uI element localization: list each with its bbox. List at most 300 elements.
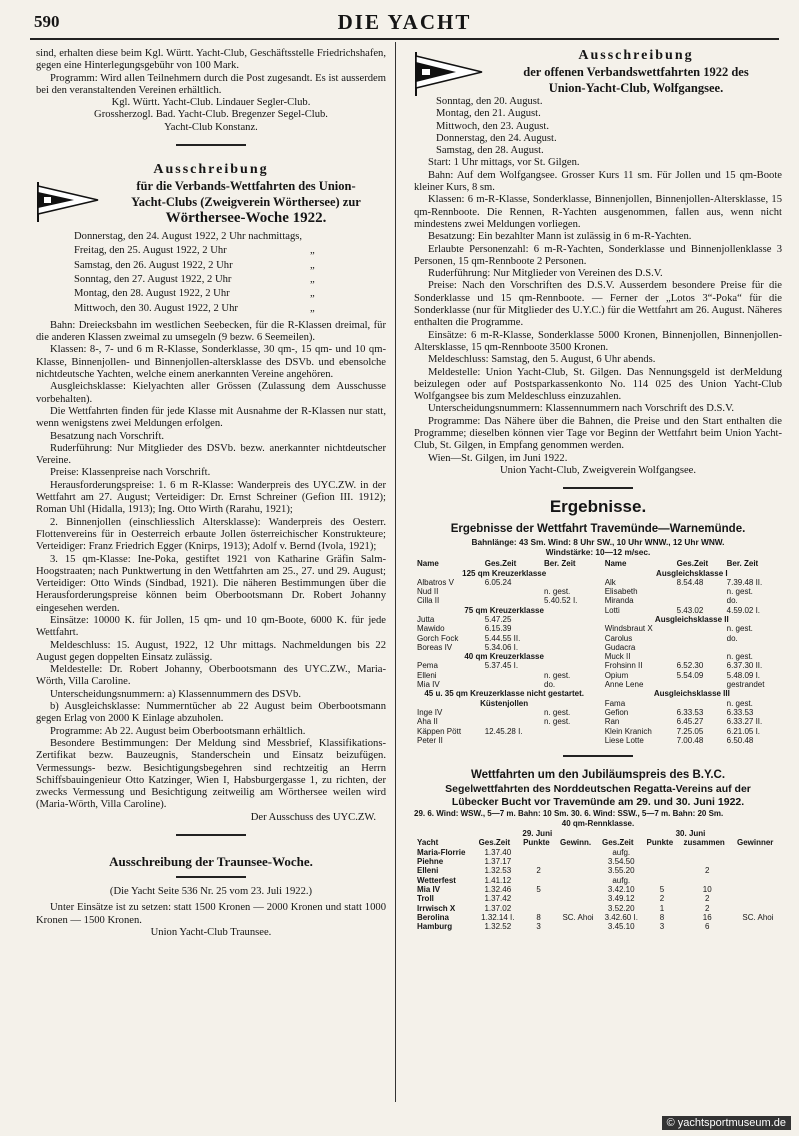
result-value: [680, 876, 734, 885]
result-value: [557, 866, 599, 875]
table-row: [602, 606, 782, 615]
table-row: [414, 661, 594, 670]
result-value: 5: [659, 884, 665, 894]
class-header-row: [414, 606, 594, 615]
result-value: [557, 922, 599, 931]
column-header: Ges.Zeit: [676, 559, 709, 569]
yacht-name: Wetterfest: [417, 875, 456, 885]
result-value: [644, 848, 681, 857]
table-row: [414, 680, 594, 689]
table-row: [414, 913, 782, 922]
result-value: [680, 857, 734, 866]
ditto-mark: „: [310, 259, 315, 271]
body-paragraph: Start: 1 Uhr mittags, vor St. Gilgen.: [428, 157, 580, 169]
result-value: [557, 904, 599, 913]
result-value: 3.42.10: [607, 884, 635, 894]
yacht-name: Windsbraut X: [604, 624, 653, 634]
result-value: [734, 876, 782, 885]
wolfgangsee-heading: Ausschreibung: [578, 48, 694, 63]
yacht-name: Gefion: [604, 707, 629, 717]
time-value: [482, 596, 541, 605]
time-value: 6.52.30: [676, 661, 704, 671]
body-paragraph: 2. Binnenjollen (einschliesslich Altersklasse): Wanderpreis des Oesterr. Flottenvereins für in Oesterreich erbaute Jollen österreichischer Konstrukteure; Verteidiger: Franz Friedrich Egger (Knirps, 1913); Adolf v. Bernd (Ivola, 1921);: [36, 516, 386, 553]
yacht-name: Boreas IV: [417, 642, 453, 652]
yacht-name: Elleni: [417, 866, 439, 876]
yacht-name: Maria-Florrie: [417, 847, 466, 857]
yacht-name: Albatros V: [417, 577, 454, 587]
table-row: [414, 904, 782, 913]
date-text: Donnerstag, den 24. August 1922, 2 Uhr nachmittags,: [74, 231, 303, 243]
column-header: Name: [417, 559, 439, 569]
class-title: 45 u. 35 qm Kreuzerklasse nicht gestartet.: [424, 689, 584, 699]
table-row: [414, 848, 782, 857]
yacht-name: Peter II: [417, 735, 443, 745]
body-paragraph: Meldeschluss: Samstag, den 5. August, 6 Uhr abends.: [428, 354, 656, 366]
yacht-name: Elleni: [417, 670, 437, 680]
woerthersee-title-block: [36, 178, 386, 226]
club-burgee-icon: [36, 182, 100, 222]
result-value: 3.55.20: [607, 866, 635, 876]
day-1-header: 29. Juni: [522, 829, 553, 839]
yacht-name: Gudacra: [604, 642, 636, 652]
result-value: 3.42.60 I.: [604, 912, 638, 922]
table-row: [602, 717, 782, 726]
body-paragraph: Ruderführung: Nur Mitglieder von Vereinen des D.S.V.: [428, 268, 663, 280]
yacht-name: Lotti: [604, 605, 620, 615]
body-paragraph: Herausforderungspreise: 1. 6 m R-Klasse: Wanderpreis des UYC.ZW. in der Wettfahrt am 27. August; Verteidiger: Dr. Ernst Schreiner (Gefion III. 1912); Roman Uhl (Hidalla, 1913); Ing. Otto Wirth (Rarahu, 1921);: [36, 479, 386, 516]
time-value: n. gest.: [726, 624, 753, 634]
result-value: [557, 876, 599, 885]
table-row: [414, 634, 594, 643]
result-value: 16: [702, 912, 712, 922]
time-value: 6.50.48: [726, 735, 754, 745]
result-value: [644, 857, 681, 866]
time-value: [541, 643, 594, 652]
travemuende-meta-2: Windstärke: 10—12 m/sec.: [545, 547, 651, 558]
table-row: [602, 661, 782, 670]
table-row: [414, 717, 594, 726]
jubilaeum-table: [414, 829, 782, 931]
table-row: [602, 596, 782, 605]
table-row: [414, 727, 594, 736]
time-value: [541, 634, 594, 643]
yacht-name: Aha II: [417, 717, 438, 727]
body-paragraph: Einsätze: 10000 K. für Jollen, 15 qm- und 10 qm-Boote, 6000 K. für jede Wettfahrt.: [36, 614, 386, 639]
time-value: [674, 680, 724, 689]
page-number: 590: [34, 12, 60, 31]
time-value: 6.45.27: [676, 717, 704, 727]
time-value: 4.59.02 I.: [726, 605, 761, 615]
header-rule: [30, 38, 779, 40]
ditto-mark: [310, 231, 321, 243]
time-value: 5.43.02: [676, 605, 704, 615]
date-line: Sonntag, den 20. August.: [436, 96, 543, 107]
table-row: [414, 885, 782, 894]
body-paragraph: Unterscheidungsnummern: a) Klassennummern des DSVb.: [50, 688, 301, 700]
traunsee-reference: (Die Yacht Seite 536 Nr. 25 vom 23. Juli 1922.): [109, 886, 313, 898]
body-paragraph: Unterscheidungsnummern: Klassennummern nach Vorschrift des D.S.V.: [428, 403, 734, 415]
result-value: 8: [536, 912, 541, 922]
yacht-name: Mia IV: [417, 680, 440, 690]
woerthersee-subtitle: [106, 178, 386, 226]
column-header: Ber. Zeit: [544, 559, 576, 569]
time-value: n. gest.: [544, 587, 571, 597]
table-row: [602, 671, 782, 680]
time-value: [674, 652, 724, 661]
wolfgangsee-signature: Union Yacht-Club, Zweigverein Wolfgangsee.: [499, 464, 697, 476]
result-value: 2: [704, 866, 710, 876]
table-row: [414, 866, 782, 875]
woerthersee-sub-3: Wörthersee-Woche 1922.: [165, 210, 327, 227]
wolfgangsee-sub-2: Union-Yacht-Club, Wolfgangsee.: [548, 81, 724, 95]
table-row: [414, 894, 782, 903]
table-row: [414, 708, 594, 717]
time-value: [482, 708, 541, 717]
result-value: 1.37.02: [484, 903, 512, 913]
result-value: 1.32.46: [484, 884, 512, 894]
clubs-line-3: Yacht-Club Konstanz.: [164, 121, 258, 133]
result-value: 5: [536, 884, 541, 894]
result-value: 1.32.14 I.: [481, 912, 515, 922]
date-row: [74, 303, 321, 315]
time-value: 6.21.05 I.: [726, 726, 761, 736]
time-value: [724, 643, 782, 652]
date-row: [74, 231, 321, 243]
body-paragraph: Ausgleichsklasse: Kielyachten aller Grössen (Zulassung dem Ausschusse vorbehalten).: [36, 381, 386, 405]
time-value: 5.44.55 II.: [484, 633, 521, 643]
time-value: 7.25.05: [676, 726, 704, 736]
yacht-name: Ran: [604, 717, 620, 727]
result-value: aufg.: [612, 847, 631, 857]
table-row: [414, 587, 594, 596]
table-row: [414, 876, 782, 885]
result-value: 2: [536, 866, 541, 876]
yacht-name: Jutta: [417, 614, 435, 624]
result-value: 1.37.17: [484, 857, 512, 867]
date-text: Freitag, den 25. August 1922, 2 Uhr: [74, 245, 227, 257]
table-row: [602, 578, 782, 587]
table-row: [602, 587, 782, 596]
wolfgangsee-body: [414, 157, 782, 452]
result-value: 3: [536, 922, 541, 932]
section-rule: [176, 876, 246, 878]
time-value: 8.54.48: [676, 577, 704, 587]
yacht-name: Gorch Fock: [417, 633, 459, 643]
body-paragraph: Klassen: 6 m-R-Klasse, Sonderklasse, Binnenjollen, Binnenjollen-Altersklasse, 15 qm-Rennboote. Die Rennen, R-Yachten ausgenommen, fallen aus, wenn nicht mindestens zwei Meldungen vorliegen.: [414, 194, 782, 230]
result-value: [734, 848, 782, 857]
date-text: Samstag, den 26. August 1922, 2 Uhr: [74, 259, 233, 271]
date-text: Montag, den 28. August 1922, 2 Uhr: [74, 288, 230, 300]
result-value: 1.37.42: [484, 894, 512, 904]
body-paragraph: 3. 15 qm-Klasse: Ine-Poka, gestiftet 1921 von Katharine Gräfin Salm-Hoogstraaten; nach Punktwertung in den Wettfahrten am 25., 27. und 29. August; Verteidiger: Otto Winds (Sindbad, 1921). Die näheren Bestimmungen über die Herausforderungspreise können beim Oberbootsmann Dr. Robert Johanny eingesehen werden.: [36, 553, 386, 614]
date-row: [74, 288, 321, 300]
wolfgangsee-place-date: Wien—St. Gilgen, im Juni 1922.: [428, 452, 568, 464]
time-value: n. gest.: [544, 717, 571, 727]
time-value: do.: [544, 680, 556, 690]
table-row: [602, 680, 782, 689]
time-value: [482, 736, 541, 745]
time-value: 6.15.39: [484, 624, 512, 634]
table-row: [602, 708, 782, 717]
column-header: Name: [604, 559, 627, 569]
result-value: [644, 866, 681, 875]
column-header: Gewinn.: [560, 838, 592, 848]
body-paragraph: Die Wettfahrten finden für jede Klasse mit Ausnahme der R-Klassen nur statt, wenn wenigstens zwei Meldungen erfolgen.: [36, 405, 386, 430]
result-value: [557, 894, 599, 903]
date-row: [74, 245, 321, 257]
result-value: 3: [659, 922, 665, 932]
table-row: [414, 922, 782, 931]
body-paragraph: Meldeschluss: 15. August, 1922, 12 Uhr mittags. Nachmeldungen bis 22 August gegen doppelten Einsatz zulässig.: [36, 639, 386, 663]
traunsee-signature: Union Yacht-Club Traunsee.: [150, 926, 272, 938]
results-header-row: [414, 559, 594, 568]
time-value: [541, 736, 594, 745]
class-header-row: [602, 689, 782, 698]
traunsee-text: Unter Einsätze ist zu setzen: statt 1500 Kronen — 2000 Kronen und statt 1000 Kronen — 1500 Kronen.: [36, 902, 386, 926]
jubilaeum-sub-1: Segelwettfahrten des Norddeutschen Regatta-Vereins auf der: [445, 783, 751, 796]
yacht-name: Liese Lotte: [604, 735, 644, 745]
time-value: 5.54.09: [676, 670, 704, 680]
wolfgangsee-title-block: [414, 48, 782, 96]
clubs-line-1: Kgl. Württ. Yacht-Club. Lindauer Segler-Club.: [111, 97, 311, 109]
result-value: 1.37.40: [484, 847, 512, 857]
yacht-name: Mawido: [417, 624, 445, 634]
result-value: [557, 885, 599, 894]
date-line: Donnerstag, den 24. August.: [436, 132, 557, 144]
jubilaeum-sub-2: Lübecker Bucht vor Travemünde am 29. und 30. Juni 1922.: [451, 796, 745, 809]
class-header-row: [414, 569, 594, 578]
body-paragraph: Ruderführung: Nur Mitglieder des DSVb. bezw. anerkannter nichtdeutscher Vereine.: [36, 442, 386, 467]
watermark: © yachtsportmuseum.de: [662, 1116, 791, 1130]
body-paragraph: Erlaubte Personenzahl: 6 m-R-Yachten, Sonderklasse und Binnenjollenklasse 3 Personen, 15 qm-Rennboote 2 Personen.: [414, 243, 782, 267]
woerthersee-heading: Ausschreibung: [153, 162, 269, 178]
travemuende-results: [414, 559, 782, 745]
result-value: [680, 848, 734, 857]
yacht-name: Klein Kranich: [604, 726, 652, 736]
time-value: 5.47.25: [484, 614, 512, 624]
time-value: gestrandet: [726, 680, 765, 690]
result-value: SC. Ahoi: [742, 912, 774, 922]
section-rule: [563, 487, 633, 489]
result-value: [734, 866, 782, 875]
body-paragraph: Besondere Bestimmungen: Der Meldung sind Messbrief, Klassifikations-Zertifikat bezw. Bauzeugnis, Standerschein und Einsatz beizufügen. Vermessungs- bezw. Besichtigungsbegehren sind rechtzeitig an Herrn Schiffsbauingenieur Otto Katzinger, Wien I, Habsburgergasse 1, zu richten, der zwecks Vermessung und Besichtigung zeitweilig am Wörthersee weilen wird (Maria-Wörth, Villa Caroline).: [36, 737, 386, 811]
ditto-mark: „: [310, 273, 315, 285]
result-value: 1.41.12: [484, 875, 512, 885]
table-row: [414, 671, 594, 680]
result-value: aufg.: [612, 875, 631, 885]
woerthersee-sub-1: für die Verbands-Wettfahrten des Union-: [136, 179, 356, 194]
ditto-mark: „: [310, 245, 315, 257]
column-header: Yacht: [417, 838, 439, 848]
yacht-name: Inge IV: [417, 707, 443, 717]
result-value: SC. Ahoi: [562, 912, 594, 922]
yacht-name: Irrwisch X: [417, 903, 456, 913]
yacht-name: Elisabeth: [604, 587, 638, 597]
result-value: [520, 848, 557, 857]
time-value: 5.34.06 I.: [484, 642, 519, 652]
result-value: [557, 848, 599, 857]
table-row: [414, 615, 594, 624]
column-header: Ges.Zeit: [484, 559, 517, 569]
yacht-name: Hamburg: [417, 922, 453, 932]
column-header: Ber. Zeit: [726, 559, 759, 569]
date-row: [74, 260, 321, 272]
traunsee-heading: Ausschreibung der Traunsee-Woche.: [109, 854, 313, 870]
column-header: Ges.Zeit: [478, 838, 511, 848]
wolfgangsee-sub-1: der offenen Verbandswettfahrten 1922 des: [523, 65, 749, 79]
column-header: Punkte: [523, 838, 550, 848]
yacht-name: Anne Lene: [604, 680, 644, 690]
result-value: 1.32.53: [484, 866, 512, 876]
time-value: n. gest.: [726, 698, 753, 708]
table-row: [602, 699, 782, 708]
time-value: [674, 624, 724, 633]
class-header-row: [602, 569, 782, 578]
wolfgangsee-dates: [436, 96, 782, 157]
time-value: 5.40.52 I.: [544, 596, 578, 606]
result-value: 3.54.50: [607, 857, 635, 867]
yacht-name: Pema: [417, 661, 438, 671]
travemuende-meta-1: Bahnlänge: 43 Sm. Wind: 8 Uhr SW., 10 Uhr WNW., 12 Uhr WNW.: [471, 537, 725, 548]
time-value: [674, 699, 724, 708]
body-paragraph: Programme: Ab 22. August beim Oberbootsmann erhältlich.: [50, 725, 306, 737]
body-paragraph: Einsätze: 6 m-R-Klasse, Sonderklasse 5000 Kronen, Binnenjollen, Binnenjollen-Altersklasse, 15 qm-Rennboote 3500 Kronen.: [414, 329, 782, 353]
table-row: [414, 736, 594, 745]
results-table-left: [414, 559, 594, 745]
programm-text: Programm: Wird allen Teilnehmern durch die Post zugesandt. Es ist ausserdem bei den veranstaltenden Vereinen erhältlich.: [36, 72, 386, 96]
time-value: 6.05.24: [484, 577, 512, 587]
ditto-mark: „: [310, 288, 315, 300]
jubilaeum-title: Wettfahrten um den Jubiläumspreis des B.Y.C.: [470, 769, 726, 782]
time-value: [482, 671, 541, 680]
class-title: Ausgleichsklasse III: [653, 689, 730, 699]
body-paragraph: Klassen: 8-, 7- und 6 m R-Klasse, Sonderklasse, 30 qm-, 15 qm- und 10 qm-Klasse, Binnenjollen- und Binnenjollen-altersklasse des DSVb. und ebensolche nichtdeutsche Yachten, welche einem anerkannten Vereine angehören.: [36, 344, 386, 381]
results-header-row: [602, 559, 782, 568]
result-value: [734, 922, 782, 931]
time-value: [674, 634, 724, 643]
result-value: 3.49.12: [607, 894, 635, 904]
time-value: [541, 615, 594, 624]
time-value: 6.33.53: [676, 707, 704, 717]
result-value: 8: [659, 912, 665, 922]
date-line: Montag, den 21. August.: [436, 108, 541, 120]
table-row: [414, 624, 594, 633]
right-column: [414, 48, 782, 931]
result-value: 10: [702, 884, 712, 894]
clubs-line-2: Grossherzogl. Bad. Yacht-Club. Bregenzer Segel-Club.: [94, 109, 328, 121]
time-value: [541, 578, 594, 587]
left-column: [36, 48, 386, 939]
result-value: [734, 857, 782, 866]
result-value: [557, 857, 599, 866]
time-value: [541, 661, 594, 670]
time-value: [482, 680, 541, 689]
result-value: 6: [704, 922, 710, 932]
result-value: [644, 876, 681, 885]
result-value: [734, 894, 782, 903]
result-value: 1.32.52: [484, 922, 512, 932]
time-value: [541, 727, 594, 736]
journal-title: DIE YACHT: [337, 10, 472, 34]
time-value: 6.33.53: [726, 707, 754, 717]
time-value: [482, 587, 541, 596]
time-value: 12.45.28 I.: [484, 726, 523, 736]
time-value: 5.37.45 I.: [484, 661, 519, 671]
woerthersee-signature: Der Ausschuss des UYC.ZW.: [250, 811, 376, 823]
table-row: [414, 857, 782, 866]
class-title: 125 qm Kreuzerklasse: [462, 568, 547, 578]
result-value: [520, 904, 557, 913]
table-row: [414, 643, 594, 652]
date-text: Sonntag, den 27. August 1922, 2 Uhr: [74, 273, 232, 285]
woerthersee-sub-2: Yacht-Clubs (Zweigverein Wörthersee) zur: [131, 195, 361, 210]
class-header-row: [602, 615, 782, 624]
body-paragraph: Bahn: Auf dem Wolfgangsee. Grosser Kurs 11 sm. Für Jollen und 15 qm-Boote kleiner Kurs, 8 sm.: [414, 169, 782, 194]
body-paragraph: b) Ausgleichsklasse: Nummerntücher ab 22 August beim Oberbootsmann gegen Erlag von 2000 K Einlage abzuholen.: [36, 701, 386, 725]
result-value: [520, 876, 557, 885]
result-value: 2: [659, 894, 665, 904]
yacht-name: Fama: [604, 698, 626, 708]
jubilaeum-wind: 29. 6. Wind: WSW., 5—7 m. Bahn: 10 Sm. 30. 6. Wind: SSW., 5—7 m. Bahn: 20 Sm.: [414, 809, 724, 819]
class-title: 75 qm Kreuzerklasse: [464, 605, 544, 615]
time-value: n. gest.: [726, 652, 753, 662]
table-row: [414, 596, 594, 605]
column-header: Punkte: [646, 838, 674, 848]
column-divider: [395, 42, 396, 1102]
yacht-name: Frohsinn II: [604, 661, 643, 671]
yacht-name: Miranda: [604, 596, 634, 606]
time-value: [674, 596, 724, 605]
body-paragraph: Preise: Nach den Vorschriften des D.S.V. Ausserdem besondere Preise für die Sonderklasse und 15 qm-Rennboote. — Ferner der „Lotos 3“-Poka“ für die Sonderklasse (nur für Mitglieder des U.Y.C.) für die Wettfahrt am 26. August. Näheres enthalten die Programme.: [414, 280, 782, 329]
table-row: [414, 578, 594, 587]
time-value: [482, 717, 541, 726]
yacht-name: Muck II: [604, 652, 631, 662]
body-paragraph: Bahn: Dreiecksbahn im westlichen Seebecken, für die R-Klassen dreimal, für die anderen Klassen zweimal zu umsegeln (9 bezw. 6 Seemeilen).: [36, 319, 386, 344]
yacht-name: Alk: [604, 577, 616, 587]
time-value: 7.00.48: [676, 735, 704, 745]
wolfgangsee-title: [490, 48, 782, 96]
column-header: Ges.Zeit: [602, 838, 634, 848]
body-paragraph: Programme: Das Nähere über die Bahnen, die Preise und den Start enthalten die Programme; dieselben können vier Tage vor Beginn der Wettfahrt beim Union Yacht-Club, St. Gilgen, in Empfang genommen werden.: [414, 415, 782, 452]
column-header: zusammen: [683, 838, 725, 848]
class-title: Ausgleichsklasse I: [656, 568, 728, 578]
time-value: [674, 643, 724, 652]
section-rule: [176, 834, 246, 836]
result-value: 2: [704, 903, 710, 913]
yacht-name: Berolina: [417, 912, 450, 922]
ergebnisse-heading: Ergebnisse.: [549, 497, 647, 517]
yacht-name: Carolus: [604, 633, 633, 643]
body-paragraph: Besatzung nach Vorschrift.: [50, 430, 165, 442]
class-header-row: [414, 652, 594, 661]
time-value: [541, 624, 594, 633]
body-paragraph: Meldestelle: Union Yacht-Club, St. Gilgen. Das Nennungsgeld ist derMeldung beizulegen oder auf Postsparkassenkonto No. 114 025 des Union Yacht-Club Wolfgangsee bis zum Meldeschluss einzuzahlen.: [414, 366, 782, 403]
class-title: Ausgleichsklasse II: [654, 614, 729, 624]
jubilaeum-class: 40 qm-Rennklasse.: [561, 819, 635, 829]
yacht-name: Troll: [417, 894, 434, 904]
woerthersee-dates: [72, 229, 323, 317]
time-value: n. gest.: [544, 707, 571, 717]
time-value: 6.37.30 II.: [726, 661, 763, 671]
body-paragraph: Preise: Klassenpreise nach Vorschrift.: [50, 467, 211, 479]
yacht-name: Mia IV: [417, 884, 441, 894]
class-title: Küstenjollen: [480, 698, 529, 708]
yacht-name: Opium: [604, 670, 629, 680]
time-value: do.: [726, 596, 738, 606]
time-value: 7.39.48 II.: [726, 577, 763, 587]
yacht-name: Piehne: [417, 857, 444, 867]
time-value: do.: [726, 633, 738, 643]
